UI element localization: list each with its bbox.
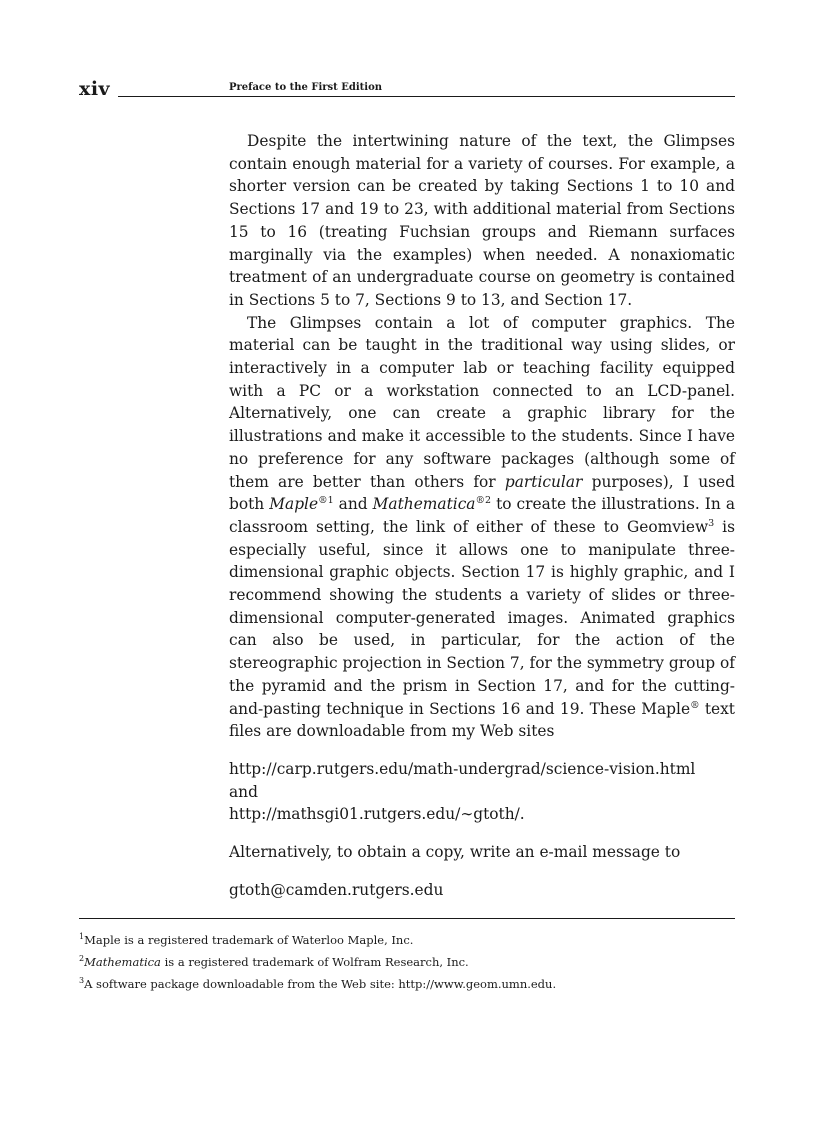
paragraph-courses: Despite the intertwining nature of the text, the Glimpses contain enough material for a variety of courses. For example, a shorter version can be created by taking Sections 1 to 10 and Sections 17 and 19 to 23, with additional material from Sections 15 to 16 (treating Fuchsian groups and Riemann surfaces marginally via the examples) when needed. A nonaxiomatic treatment of an undergraduate course on geometry is contained in Sections 5 to 7, Sections 9 to 13, and Section 17.: [229, 132, 735, 309]
text-run: purposes), I used both: [229, 472, 735, 514]
footnote-mark: 1: [79, 932, 85, 941]
footnote-text: is a registered trademark of Wolfram Research, Inc.: [160, 955, 469, 970]
and-text: and: [229, 782, 258, 801]
footnote-3: [79, 973, 735, 995]
footnote-ref-1: ®1: [318, 495, 334, 507]
footnote-italic: Mathematica: [84, 955, 161, 970]
text-run: to create the illustrations. In a classroom setting, the link of either of these to Geomview: [229, 495, 736, 536]
maple-name: Maple: [269, 495, 319, 514]
running-head: Preface to the First Edition: [229, 82, 383, 93]
footnote-2: [79, 951, 735, 973]
registered-mark: ®: [690, 699, 700, 711]
text-run: and: [333, 495, 373, 514]
alternative-text: Alternatively, to obtain a copy, write an e-mail message to: [229, 843, 681, 862]
italic-text: particular: [504, 472, 583, 491]
text-run: text files are downloadable from my Web sites: [229, 699, 735, 741]
page-number: xiv: [79, 78, 111, 100]
footnote-rule: [79, 918, 735, 919]
footnote-mark: 2: [79, 954, 85, 964]
header-rule: [118, 96, 735, 97]
email-address: gtoth@camden.rutgers.edu: [229, 880, 444, 899]
footnotes: [79, 929, 735, 996]
body-text: [229, 130, 735, 902]
text-run: The Glimpses contain a lot of computer graphics. The material can be taught in the traditional way using slides, or interactively in a computer lab or teaching facility equipped with a PC or a workstation connected to an LCD-panel. Alternatively, one can create a graphic library for the illustrations and make it accessible to the students. Since I have no preference for any software packages (although some of them are better than others for: [229, 313, 735, 491]
url-mathsgi: http://mathsgi01.rutgers.edu/∼gtoth/.: [229, 805, 525, 824]
paragraph-graphics: [229, 312, 735, 743]
text-run: is especially useful, since it allows one to manipulate three-dimensional graphic objects. Section 17 is highly graphic, and I recommend showing the students a variety of slides or three-dimensional computer-generated images. Animated graphics can also be used, in particular, for the action of the stereographic projection in Section 7, for the symmetry group of the pyramid and the prism in Section 17, and for the cutting-and-pasting technique in Sections 16 and 19. These Maple: [229, 517, 735, 718]
url-science-vision: http://carp.rutgers.edu/math-undergrad/science-vision.html: [229, 759, 696, 778]
footnote-text: Maple is a registered trademark of Waterloo Maple, Inc.: [84, 933, 414, 947]
footnote-ref-2: ®2: [475, 495, 492, 507]
footnote-1: [79, 929, 735, 951]
footnote-ref-3: 3: [708, 517, 715, 529]
mathematica-name: Mathematica: [372, 495, 476, 514]
footnote-mark: 3: [79, 976, 85, 986]
footnote-text: A software package downloadable from the Web site: http://www.geom.umn.edu.: [84, 977, 557, 992]
